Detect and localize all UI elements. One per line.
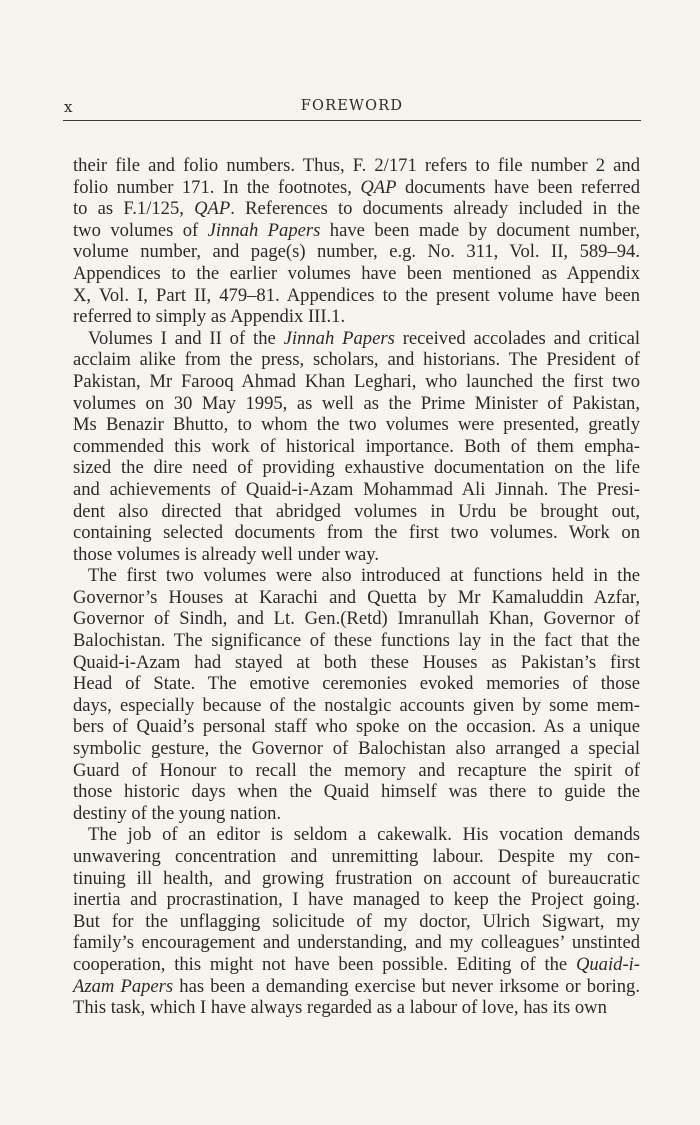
text-run: has been a demanding exercise but never irksome or boring. — [173, 975, 640, 997]
text-line — [73, 155, 640, 177]
text-line — [73, 241, 640, 263]
text-line — [73, 393, 640, 415]
text-line — [73, 760, 640, 782]
text-run: inertia and procrastination, I have managed to keep the Project going. — [73, 889, 640, 911]
text-run: Governor’s Houses at Karachi and Quetta by Mr Kamaluddin Azfar, — [73, 586, 640, 608]
paragraph — [73, 824, 640, 1018]
text-run: This task, which I have always regarded as a labour of love, has its own — [73, 997, 607, 1019]
text-run: destiny of the young nation. — [73, 802, 282, 824]
text-run: those historic days when the Quaid himself was there to guide the — [73, 781, 640, 803]
text-line — [73, 803, 640, 825]
paragraph — [73, 565, 640, 824]
text-line — [73, 177, 640, 199]
text-run: and achievements of Quaid-i-Azam Mohammad Ali Jinnah. The Presi- — [73, 478, 640, 500]
text-run: unwavering concentration and unremitting labour. Despite my con- — [73, 846, 640, 867]
text-line — [73, 738, 640, 760]
text-run: those volumes is already well under way. — [73, 543, 380, 565]
text-run: have been made by document number, — [320, 219, 640, 241]
text-line — [73, 457, 640, 479]
text-line — [73, 501, 640, 523]
text-run: But for the unflagging solicitude of my doctor, Ulrich Sigwart, my — [73, 910, 640, 932]
text-run: sized the dire need of providing exhaustive documentation on the life — [73, 457, 640, 479]
text-line — [73, 479, 640, 501]
text-line — [73, 220, 640, 242]
text-run: commended this work of historical importance. Both of them empha- — [73, 435, 640, 457]
text-line — [73, 652, 640, 674]
paragraph — [73, 328, 640, 566]
text-run: two volumes of — [73, 219, 208, 241]
text-run: . References to documents already included in the — [230, 198, 640, 220]
text-line — [73, 932, 640, 954]
text-run: cooperation, this might not have been possible. Editing of the — [73, 953, 576, 975]
text-line — [73, 306, 640, 328]
text-run: dent also directed that abridged volumes in Urdu be brought out, — [73, 500, 640, 522]
text-line — [73, 781, 640, 803]
paragraph — [73, 155, 640, 328]
text-run: volumes on 30 May 1995, as well as the Prime Minister of Pakistan, — [73, 392, 640, 414]
text-run: Volumes I and II of the — [88, 327, 284, 349]
italic-title: Jinnah Papers — [283, 327, 395, 349]
text-line — [73, 285, 640, 307]
text-line — [73, 263, 640, 285]
text-run: Ms Benazir Bhutto, to whom the two volumes were presented, greatly — [73, 414, 640, 436]
text-run: their file and folio numbers. Thus, F. 2/171 refers to file number 2 and — [73, 155, 640, 176]
text-run: Quaid-i-Azam had stayed at both these Houses as Pakistan’s first — [73, 651, 640, 673]
text-run: The first two volumes were also introduced at functions held in the — [88, 565, 640, 587]
text-line — [73, 846, 640, 868]
text-line — [73, 716, 640, 738]
text-run: tinuing ill health, and growing frustration on account of bureaucratic — [73, 867, 640, 889]
text-line — [73, 889, 640, 911]
page-number: x — [64, 98, 73, 116]
italic-title: QAP — [194, 198, 231, 220]
text-line — [73, 522, 640, 544]
text-run: days, especially because of the nostalgic accounts given by some mem- — [73, 694, 640, 716]
italic-title: Jinnah Papers — [207, 219, 321, 241]
text-line — [73, 630, 640, 652]
text-line — [73, 414, 640, 436]
italic-title: Quaid-i- — [575, 953, 640, 975]
text-line — [73, 954, 640, 976]
text-line — [73, 997, 640, 1019]
running-header — [63, 96, 641, 121]
italic-title: QAP — [360, 176, 397, 198]
text-run: X, Vol. I, Part II, 479–81. Appendices to the present volume have been — [73, 284, 640, 306]
text-line — [73, 565, 640, 587]
text-run: to as F.1/125, — [73, 198, 195, 220]
text-line — [73, 328, 640, 350]
text-line — [73, 371, 640, 393]
text-run: documents have been referred — [396, 176, 640, 198]
text-line — [73, 436, 640, 458]
text-run: volume number, and page(s) number, e.g. No. 311, Vol. II, 589–94. — [73, 241, 640, 263]
italic-title: Azam Papers — [73, 975, 174, 997]
text-line — [73, 544, 640, 566]
text-line — [73, 198, 640, 220]
text-run: received accolades and critical — [394, 327, 641, 349]
text-run: referred to simply as Appendix III.1. — [73, 306, 346, 328]
text-line — [73, 587, 640, 609]
text-run: Guard of Honour to recall the memory and recapture the spirit of — [73, 759, 640, 781]
text-run: The job of an editor is seldom a cakewalk. His vocation demands — [88, 824, 640, 846]
text-run: family’s encouragement and understanding, and my colleagues’ unstinted — [73, 932, 640, 954]
text-run: acclaim alike from the press, scholars, and historians. The President of — [73, 349, 640, 371]
text-line — [73, 608, 640, 630]
text-run: Balochistan. The significance of these functions lay in the fact that the — [73, 630, 640, 652]
text-run: Pakistan, Mr Farooq Ahmad Khan Leghari, who launched the first two — [73, 370, 640, 392]
text-line — [73, 695, 640, 717]
text-run: Head of State. The emotive ceremonies evoked memories of those — [73, 673, 640, 695]
section-title: FOREWORD — [300, 98, 404, 114]
text-run: bers of Quaid’s personal staff who spoke on the occasion. As a unique — [73, 716, 640, 738]
text-run: containing selected documents from the first two volumes. Work on — [73, 522, 640, 544]
body-text — [73, 155, 640, 1019]
text-line — [73, 349, 640, 371]
text-line — [73, 673, 640, 695]
text-run: symbolic gesture, the Governor of Balochistan also arranged a special — [73, 738, 640, 760]
text-line — [73, 824, 640, 846]
text-run: Appendices to the earlier volumes have been mentioned as Appendix — [73, 262, 640, 284]
text-line — [73, 868, 640, 890]
text-run: Governor of Sindh, and Lt. Gen.(Retd) Imranullah Khan, Governor of — [73, 608, 640, 630]
text-line — [73, 976, 640, 998]
text-line — [73, 911, 640, 933]
text-run: folio number 171. In the footnotes, — [73, 176, 361, 198]
